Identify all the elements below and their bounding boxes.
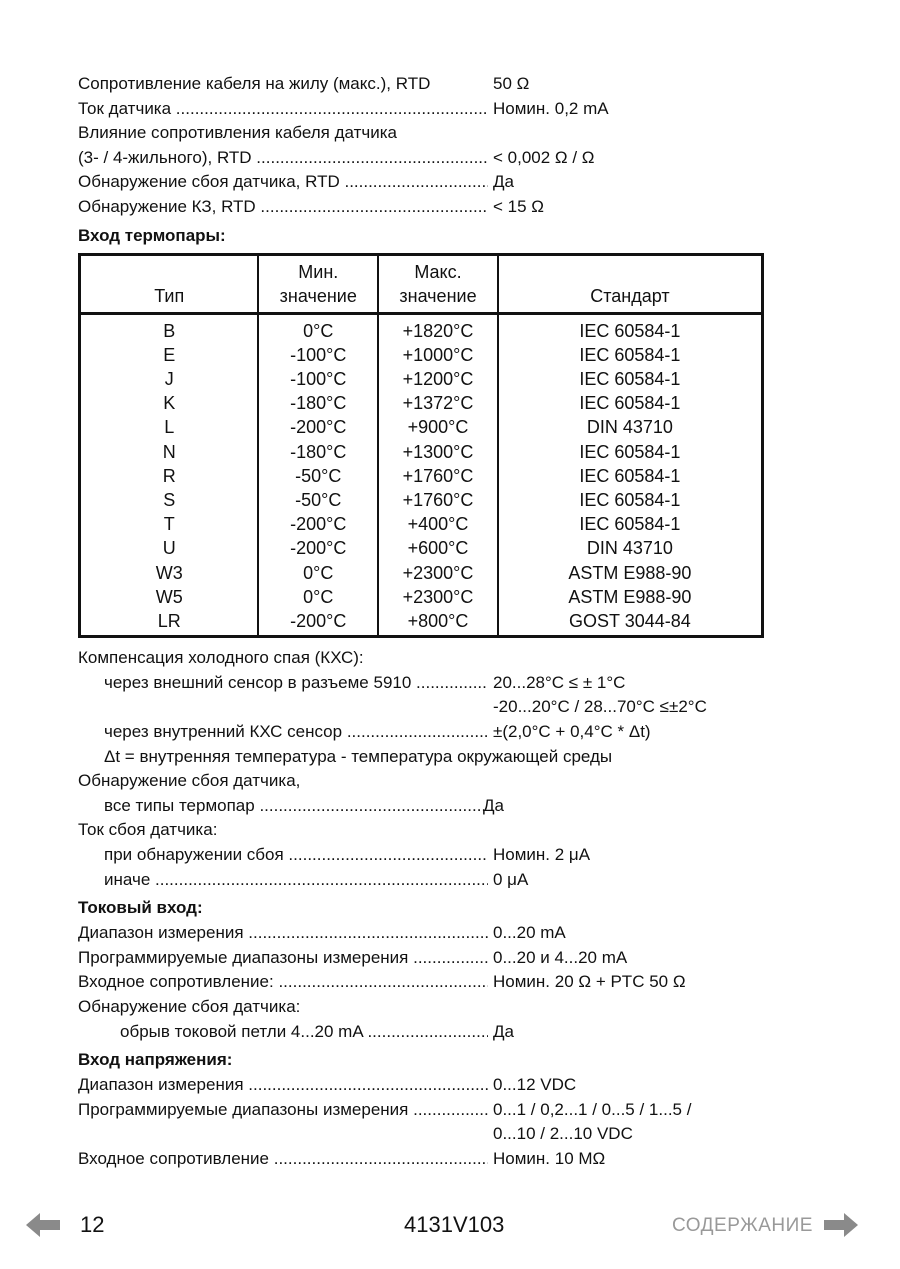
table-row	[80, 561, 763, 585]
col-header-type: Тип	[80, 254, 259, 313]
spec-row-rtd-error-detect	[78, 170, 768, 195]
cell-type: W5	[155, 586, 183, 607]
spec-value: Номин. 2 μA	[493, 844, 591, 864]
spec-value: < 15 Ω	[493, 196, 544, 216]
cell-max: +1200°C	[378, 367, 498, 391]
arrow-left-icon[interactable]	[24, 1210, 62, 1245]
cell-standard: ASTM E988-90	[498, 585, 763, 609]
col-header-min: Мин. значение	[258, 254, 378, 313]
spec-row-sensor-current	[78, 97, 768, 122]
cell-max: +2300°C	[378, 585, 498, 609]
cell-min: -100°C	[258, 343, 378, 367]
cell-max: +1300°C	[378, 440, 498, 464]
table-row	[80, 415, 763, 439]
cell-standard: IEC 60584-1	[498, 313, 763, 343]
spec-label: Программируемые диапазоны измерения .....	[78, 946, 488, 971]
cell-type: B	[163, 320, 176, 341]
document-id: 4131V103	[404, 1212, 505, 1237]
spec-row-voltage-range	[78, 1073, 768, 1098]
spec-value: 0...20 mA	[493, 923, 566, 943]
cell-min: 0°C	[258, 585, 378, 609]
spec-label: Обнаружение КЗ, RTD .....	[78, 195, 488, 220]
spec-label: Диапазон измерения .....	[78, 921, 488, 946]
table-row	[80, 585, 763, 609]
spec-label: иначе .....	[104, 868, 488, 893]
arrow-right-icon[interactable]	[822, 1210, 860, 1245]
spec-value: 0 μA	[493, 869, 529, 889]
cell-type: U	[162, 538, 176, 559]
cell-standard: IEC 60584-1	[498, 391, 763, 415]
spec-label: (3- / 4-жильного), RTD .....	[78, 146, 488, 171]
spec-value: Номин. 0,2 mA	[493, 98, 609, 118]
spec-value: 20...28°C ≤ ± 1°C	[493, 672, 626, 692]
cell-min: -50°C	[258, 464, 378, 488]
cell-standard: DIN 43710	[498, 415, 763, 439]
table-row	[80, 391, 763, 415]
current-error-title: Обнаружение сбоя датчика:	[78, 996, 301, 1016]
cell-type: R	[162, 465, 176, 486]
page-number: 12	[80, 1212, 105, 1237]
spec-row-loop-break	[78, 1020, 768, 1045]
cell-min: -200°C	[258, 609, 378, 637]
cell-standard: IEC 60584-1	[498, 464, 763, 488]
spec-label: Диапазон измерения .....	[78, 1073, 488, 1098]
col-header-max: Макс. значение	[378, 254, 498, 313]
page-footer	[0, 1208, 900, 1244]
spec-row-cjc-internal	[78, 720, 768, 745]
cell-min: -50°C	[258, 488, 378, 512]
cell-max: +1372°C	[378, 391, 498, 415]
spec-label: через внутренний КХС сенсор .....	[104, 720, 488, 745]
table-header-row	[80, 254, 763, 313]
spec-label: Обнаружение сбоя датчика, RTD .....	[78, 170, 488, 195]
table-row	[80, 536, 763, 560]
cell-max: +900°C	[378, 415, 498, 439]
cell-type: K	[163, 393, 176, 414]
toc-link[interactable]: СОДЕРЖАНИЕ	[672, 1215, 813, 1236]
spec-row-cable-influence	[78, 146, 768, 171]
cell-min: -200°C	[258, 536, 378, 560]
cell-standard: IEC 60584-1	[498, 488, 763, 512]
spec-row-voltage-resistance	[78, 1147, 768, 1172]
cjc-title: Компенсация холодного спая (КХС):	[78, 648, 364, 668]
spec-page	[78, 72, 768, 1171]
section-heading-thermocouple: Вход термопары:	[78, 225, 226, 245]
cell-standard: IEC 60584-1	[498, 367, 763, 391]
cell-max: +400°C	[378, 512, 498, 536]
spec-label: Входное сопротивление .....	[78, 1147, 488, 1172]
cell-standard: IEC 60584-1	[498, 343, 763, 367]
spec-label: все типы термопар .....	[104, 794, 484, 819]
section-heading-voltage-input: Вход напряжения:	[78, 1050, 233, 1070]
spec-value: Да	[483, 795, 504, 815]
spec-value: Да	[493, 172, 514, 192]
cell-min: -200°C	[258, 512, 378, 536]
cell-type: S	[163, 489, 176, 510]
spec-row-current-range	[78, 921, 768, 946]
spec-label: Программируемые диапазоны измерения .....	[78, 1098, 488, 1123]
cell-type: N	[162, 441, 176, 462]
spec-label: Входное сопротивление: .....	[78, 970, 488, 995]
spec-row-tc-error	[78, 794, 768, 819]
cell-type: LR	[157, 611, 181, 631]
spec-label: при обнаружении сбоя .....	[104, 843, 488, 868]
cell-max: +1820°C	[378, 313, 498, 343]
cell-type: T	[163, 514, 175, 535]
tc-error-title: Обнаружение сбоя датчика,	[78, 771, 301, 791]
cjc-delta-note: Δt = внутренняя температура - температура окружающей среды	[104, 746, 613, 766]
table-body	[80, 313, 763, 637]
spec-label: через внешний сенсор в разъеме 5910 .....	[104, 671, 488, 696]
spec-row-current-resistance	[78, 970, 768, 995]
cell-type: W3	[155, 562, 183, 583]
spec-value-continuation: 0...10 / 2...10 VDC	[493, 1124, 633, 1144]
cell-standard: IEC 60584-1	[498, 440, 763, 464]
cell-standard: ASTM E988-90	[498, 561, 763, 585]
spec-label-line: Влияние сопротивления кабеля датчика	[78, 123, 397, 143]
spec-row-voltage-prog	[78, 1098, 768, 1123]
cell-standard: GOST 3044-84	[498, 609, 763, 637]
table-row	[80, 464, 763, 488]
table-row	[80, 313, 763, 343]
spec-value: Да	[493, 1021, 514, 1041]
cell-max: +800°C	[378, 609, 498, 637]
cell-max: +2300°C	[378, 561, 498, 585]
spec-value: 0...20 и 4...20 mA	[493, 947, 628, 967]
spec-row-cjc-external	[78, 671, 768, 696]
spec-row-error-current-on	[78, 843, 768, 868]
spec-value: Номин. 20 Ω + PTC 50 Ω	[493, 972, 686, 992]
cell-min: -180°C	[258, 391, 378, 415]
table-row	[80, 512, 763, 536]
section-heading-current-input: Токовый вход:	[78, 898, 203, 918]
cell-min: -180°C	[258, 440, 378, 464]
tc-error-current-title: Ток сбоя датчика:	[78, 820, 218, 840]
spec-label: обрыв токовой петли 4...20 mA .....	[120, 1020, 488, 1045]
thermocouple-table	[78, 253, 764, 639]
spec-row-cable-resistance	[78, 72, 768, 97]
cell-max: +1760°C	[378, 488, 498, 512]
spec-row-current-prog	[78, 946, 768, 971]
table-row	[80, 609, 763, 637]
cell-min: 0°C	[258, 313, 378, 343]
cell-type: L	[164, 417, 175, 438]
spec-value: 0...1 / 0,2...1 / 0...5 / 1...5 /	[493, 1099, 692, 1119]
cell-min: -200°C	[258, 415, 378, 439]
spec-value-continuation: -20...20°C / 28...70°C ≤±2°C	[493, 697, 707, 717]
spec-value: < 0,002 Ω / Ω	[493, 147, 595, 167]
cell-min: 0°C	[258, 561, 378, 585]
table-row	[80, 440, 763, 464]
cell-standard: IEC 60584-1	[498, 512, 763, 536]
cell-min: -100°C	[258, 367, 378, 391]
table-row	[80, 488, 763, 512]
table-row	[80, 343, 763, 367]
spec-label: Сопротивление кабеля на жилу (макс.), RTD	[78, 74, 431, 93]
col-header-standard: Стандарт	[498, 254, 763, 313]
spec-value: 0...12 VDC	[493, 1075, 577, 1095]
spec-value: ±(2,0°C + 0,4°C * Δt)	[493, 721, 651, 741]
spec-value: Номин. 10 MΩ	[493, 1148, 606, 1168]
cell-max: +1760°C	[378, 464, 498, 488]
cell-max: +600°C	[378, 536, 498, 560]
cell-type: E	[163, 344, 176, 365]
spec-label: Ток датчика .....	[78, 97, 488, 122]
cell-standard: DIN 43710	[498, 536, 763, 560]
table-row	[80, 367, 763, 391]
spec-row-short-detect	[78, 195, 768, 220]
spec-row-error-current-else	[78, 868, 768, 893]
cell-max: +1000°C	[378, 343, 498, 367]
spec-value: 50 Ω	[493, 74, 530, 93]
cell-type: J	[164, 368, 174, 389]
